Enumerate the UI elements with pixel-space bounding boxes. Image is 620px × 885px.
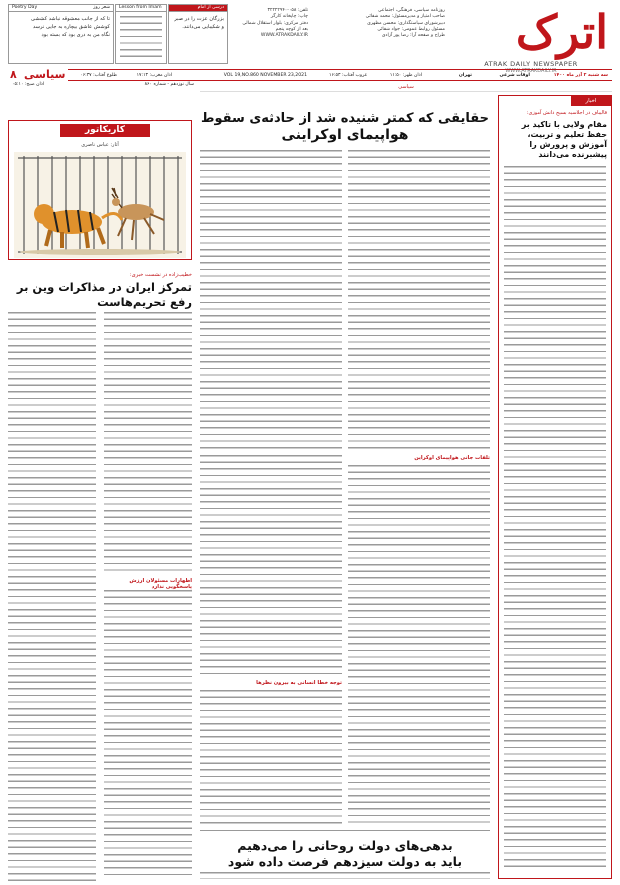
imprint-line: مسئول روابط عمومی: جواد شفائی	[377, 26, 445, 32]
lead-body-col5	[200, 690, 342, 825]
lesson-en-box	[115, 4, 167, 64]
second-headline-line2: باید به دولت سیزدهم فرصت داده شود	[227, 854, 463, 869]
imam-lesson-header: درسی از امام	[169, 5, 227, 12]
lesson-en-header: Lesson from Imam	[116, 5, 166, 12]
contact-info	[232, 8, 308, 39]
news-title[interactable]: مقام ولایی با تاکید بر حفظ تعلیم و تربیت، آموزش و پرورش را پیشبرنده می‌دانند	[521, 120, 607, 159]
news-kicker: قالیباف در اجلاسیه بسیج دانش آموزی:	[526, 110, 607, 116]
issue-number: سال نوزدهم - شماره ۸۶۰	[144, 82, 194, 87]
contact-line: تلفن: ۰۵۸-۳۲۲۲۲۹۴۰	[267, 8, 308, 13]
sunrise: طلوع آفتاب: ۰۶:۳۷	[80, 73, 117, 78]
second-headline-line1: بدهی‌های دولت روحانی را می‌دهیم	[237, 838, 453, 853]
section-label: سیاسی	[200, 84, 612, 92]
contact-line: چاپ: چاپخانه کارگر	[270, 14, 308, 20]
poetry-header-en: Poetry Day	[12, 5, 38, 10]
cartoon-image[interactable]	[14, 152, 186, 258]
volume: VOL 19,NO.860 NOVEMBER 23,2021	[223, 73, 307, 78]
prayer-city: تهران	[458, 73, 472, 78]
lead-headline[interactable]	[200, 110, 490, 144]
lead-headline-line2: هواپیمای اوکراینی	[281, 127, 409, 143]
left-kicker: خطیب‌زاده در نشست خبری:	[129, 272, 192, 278]
poetry-box	[8, 4, 114, 64]
lead-subheading-1: تلفات جانی هواپیمای اوکراین	[414, 455, 490, 461]
news-body	[504, 166, 606, 871]
second-headline[interactable]	[200, 838, 490, 870]
english-name: ATRAK DAILY NEWSPAPER	[484, 60, 578, 68]
imprint-line: روزنامه سیاسی، فرهنگی، اجتماعی	[378, 8, 445, 13]
left-subheading: اظهارات مسئولان ارزش پاسخگویی ندارد	[129, 578, 192, 590]
divider	[200, 830, 490, 831]
lead-subheading-2: توجه خطا انسانی به بیرون نظرها	[256, 680, 342, 686]
second-body	[200, 872, 490, 879]
contact-line: دفتر مرکزی: بلوار استقلال شمالی	[242, 20, 308, 26]
poetry-text	[9, 12, 113, 42]
poem-line: کوشش عاشق بیچاره به جایی نرسد	[32, 24, 110, 30]
date-bar	[8, 69, 612, 81]
sunset: غروب آفتاب: ۱۶:۵۳	[329, 73, 367, 78]
left-headline[interactable]: تمرکز ایران در مذاکرات وین بر رفع تحریم‌هاست	[16, 280, 192, 309]
lead-headline-line1: حقایقی که کمتر شنیده شد از حادثه‌ی سقوط	[201, 111, 489, 126]
cartoon-title: کاریکاتور	[60, 124, 150, 137]
azan-sobh: اذان صبح: ۰۵:۱۰	[12, 82, 45, 87]
section-title: سیاسی	[24, 68, 66, 81]
left-body-col1	[8, 312, 96, 882]
contact-line: بعد از کوچه پنجم	[275, 26, 308, 32]
newspaper-url[interactable]: WWW.ATRAKDAILY.IR	[505, 68, 557, 74]
logo-text: اترک	[515, 5, 608, 59]
imprint-line: دبیرشورای سیاستگذاری: محسن مظهری	[367, 20, 445, 26]
azan-maghreb: اذان مغرب: ۱۷:۱۳	[136, 73, 172, 78]
azan-zohr: اذان ظهر: ۱۱:۵۰	[389, 73, 422, 78]
lead-body-col3	[348, 465, 490, 825]
poetry-header-fa: شعر روز	[93, 5, 110, 10]
poem-line: نگاه من به دری بود که بسته بود	[41, 32, 110, 38]
poem-line: تا که از جانب معشوقه نباشد کششی	[31, 16, 110, 22]
lead-body-col1	[348, 150, 490, 450]
imprint-line: صاحب امتیاز و مدیرمسئول: محمد شفائی	[365, 14, 445, 20]
newspaper-logo[interactable]	[460, 4, 610, 60]
cartoon-author: آثار: عباس ناصری	[81, 142, 119, 148]
page-number: ۸	[10, 68, 17, 81]
prayer-times-row	[8, 82, 198, 92]
contact-line: WWW.ATRAKDAILY.IR	[260, 33, 308, 39]
lesson-en-text	[120, 16, 162, 60]
imprint-line: طراح و صفحه آرا: رضا پور آزادی	[381, 33, 445, 39]
news-column	[498, 95, 612, 879]
issue-date: سه شنبه ۲ آذر ماه ۱۴۰۰	[553, 73, 608, 78]
prayer-label: اوقات شرعی	[499, 73, 530, 78]
imprint-info	[310, 8, 445, 39]
left-body-col3	[104, 590, 192, 880]
news-header: اخبار	[571, 96, 611, 106]
imam-lesson-box	[168, 4, 228, 64]
lead-body-col4	[200, 455, 342, 675]
left-body-col2	[104, 312, 192, 572]
imam-lesson-text: بزرگان عزت را در صبر و شکیبایی می‌دانند.	[174, 16, 224, 30]
lead-body-col2	[200, 150, 342, 450]
